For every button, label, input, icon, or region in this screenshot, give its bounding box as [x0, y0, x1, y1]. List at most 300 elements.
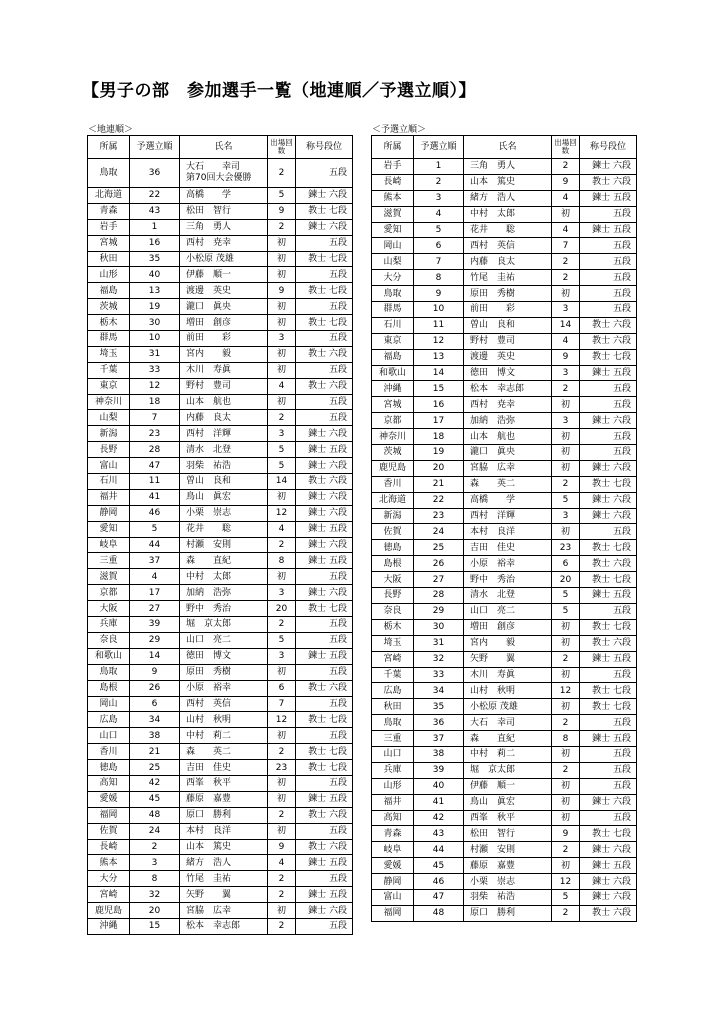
title-cell: 教士 七段 [580, 683, 637, 699]
header-count: 出場回数 [268, 136, 296, 159]
region-cell: 宮城 [88, 235, 130, 251]
right-table-caption: ＜予選立順＞ [372, 125, 427, 135]
region-cell: 福岡 [88, 807, 130, 823]
title-cell: 鍊士 五段 [580, 222, 637, 238]
table-row [372, 238, 637, 254]
name-cell: 西村 英信 [180, 696, 268, 712]
count-cell: 4 [268, 521, 296, 537]
name-cell: 西村 尭幸 [180, 235, 268, 251]
name-cell: 曽山 良和 [180, 474, 268, 490]
table-row [88, 871, 353, 887]
rank-cell: 41 [130, 489, 180, 505]
title-cell: 鍊士 五段 [296, 442, 353, 458]
count-cell: 初 [268, 664, 296, 680]
table-row [372, 222, 637, 238]
table-row [372, 715, 637, 731]
table-row [88, 744, 353, 760]
count-cell: 2 [268, 410, 296, 426]
table-header-row [372, 136, 637, 159]
region-cell: 沖縄 [372, 381, 414, 397]
region-cell: 静岡 [88, 505, 130, 521]
table-row [88, 585, 353, 601]
title-cell: 五段 [296, 410, 353, 426]
rank-cell: 34 [414, 683, 464, 699]
title-cell: 鍊士 六段 [580, 842, 637, 858]
rank-cell: 6 [130, 696, 180, 712]
title-cell: 鍊士 五段 [580, 365, 637, 381]
count-cell: 2 [552, 381, 580, 397]
region-cell: 栃木 [88, 315, 130, 331]
count-cell: 初 [552, 524, 580, 540]
title-cell: 鍊士 五段 [296, 887, 353, 903]
region-cell: 神奈川 [88, 394, 130, 410]
count-cell: 23 [552, 540, 580, 556]
count-cell: 14 [552, 317, 580, 333]
rank-cell: 14 [414, 365, 464, 381]
region-cell: 広島 [88, 712, 130, 728]
name-cell [180, 159, 268, 188]
table-row [88, 331, 353, 347]
region-cell: 兵庫 [88, 617, 130, 633]
rank-cell: 6 [414, 238, 464, 254]
count-cell: 2 [552, 270, 580, 286]
count-cell: 4 [268, 855, 296, 871]
rank-cell: 10 [130, 331, 180, 347]
name-cell: 羽柴 祐浩 [180, 458, 268, 474]
count-cell: 初 [552, 778, 580, 794]
rank-cell: 5 [130, 521, 180, 537]
title-cell: 教士 七段 [296, 601, 353, 617]
count-cell: 2 [268, 744, 296, 760]
count-cell: 2 [268, 887, 296, 903]
title-cell: 鍊士 六段 [296, 585, 353, 601]
region-cell: 三重 [88, 553, 130, 569]
name-cell: 花井 聡 [464, 222, 552, 238]
table-row [88, 775, 353, 791]
title-cell: 五段 [580, 286, 637, 302]
title-cell: 教士 七段 [580, 349, 637, 365]
table-row [372, 778, 637, 794]
region-cell: 福井 [372, 794, 414, 810]
rank-cell: 26 [414, 556, 464, 572]
table-row [88, 188, 353, 204]
table-row [88, 601, 353, 617]
count-cell: 2 [552, 254, 580, 270]
region-cell: 和歌山 [372, 365, 414, 381]
name-cell: 森 英二 [180, 744, 268, 760]
table-row [372, 667, 637, 683]
title-cell: 五段 [296, 918, 353, 934]
title-cell: 教士 六段 [296, 378, 353, 394]
count-cell: 9 [268, 203, 296, 219]
title-cell: 教士 七段 [296, 283, 353, 299]
title-cell: 教士 七段 [296, 251, 353, 267]
table-row [372, 731, 637, 747]
name-cell: 大石 幸司 [464, 715, 552, 731]
table-row [88, 442, 353, 458]
title-cell: 教士 六段 [296, 839, 353, 855]
rank-cell: 3 [414, 190, 464, 206]
rank-cell: 42 [130, 775, 180, 791]
region-cell: 山梨 [88, 410, 130, 426]
name-cell: 森 直紀 [464, 731, 552, 747]
count-cell: 2 [268, 918, 296, 934]
count-cell: 5 [268, 458, 296, 474]
title-cell: 鍊士 六段 [580, 492, 637, 508]
count-cell: 3 [268, 426, 296, 442]
title-cell: 五段 [296, 569, 353, 585]
table-row [88, 617, 353, 633]
name-cell: 三角 勇人 [180, 219, 268, 235]
table-row [372, 333, 637, 349]
rank-cell: 8 [130, 871, 180, 887]
table-row [88, 283, 353, 299]
rank-cell: 35 [130, 251, 180, 267]
region-cell: 富山 [88, 458, 130, 474]
region-cell: 山口 [88, 728, 130, 744]
table-row [372, 190, 637, 206]
rank-cell: 48 [414, 905, 464, 921]
name-cell: 小栗 崇志 [180, 505, 268, 521]
title-cell: 鍊士 五段 [580, 651, 637, 667]
rank-cell: 43 [414, 826, 464, 842]
name-cell: 吉田 佳史 [180, 760, 268, 776]
rank-cell: 40 [414, 778, 464, 794]
rank-cell: 3 [130, 855, 180, 871]
title-cell: 五段 [296, 394, 353, 410]
rank-cell: 37 [130, 553, 180, 569]
title-cell: 鍊士 六段 [296, 219, 353, 235]
region-cell: 北海道 [88, 188, 130, 204]
table-row [372, 429, 637, 445]
rank-cell: 12 [414, 333, 464, 349]
rank-cell: 11 [130, 474, 180, 490]
name-cell: 内藤 良太 [464, 254, 552, 270]
count-cell: 初 [268, 728, 296, 744]
name-cell: 山村 秋明 [464, 683, 552, 699]
name-cell: 原田 秀樹 [180, 664, 268, 680]
count-cell: 5 [268, 188, 296, 204]
count-cell: 9 [268, 283, 296, 299]
table-row [88, 346, 353, 362]
title-cell: 五段 [580, 762, 637, 778]
name-cell: 内藤 良太 [180, 410, 268, 426]
rank-cell: 35 [414, 699, 464, 715]
region-cell: 鹿児島 [372, 460, 414, 476]
region-cell: 茨城 [88, 299, 130, 315]
count-cell: 初 [268, 489, 296, 505]
table-row [88, 362, 353, 378]
rank-cell: 2 [414, 174, 464, 190]
rank-cell: 44 [130, 537, 180, 553]
rank-cell: 8 [414, 270, 464, 286]
count-cell: 2 [268, 219, 296, 235]
region-cell: 秋田 [372, 699, 414, 715]
table-row [372, 683, 637, 699]
title-cell: 教士 七段 [296, 760, 353, 776]
rank-cell: 33 [414, 667, 464, 683]
rank-cell: 27 [130, 601, 180, 617]
count-cell: 20 [268, 601, 296, 617]
count-cell: 2 [552, 476, 580, 492]
count-cell: 初 [552, 206, 580, 222]
rank-cell: 7 [130, 410, 180, 426]
name-cell: 村瀬 安則 [180, 537, 268, 553]
rank-cell: 15 [414, 381, 464, 397]
title-cell: 教士 七段 [580, 619, 637, 635]
table-row [372, 397, 637, 413]
name-cell: 加納 浩弥 [464, 413, 552, 429]
name-cell: 山本 篤史 [180, 839, 268, 855]
title-cell: 五段 [296, 331, 353, 347]
count-cell: 初 [552, 429, 580, 445]
name-cell: 渡邊 英史 [464, 349, 552, 365]
name-cell: 木川 寿眞 [464, 667, 552, 683]
rank-cell: 1 [414, 159, 464, 175]
name-cell: 瀧口 眞央 [180, 299, 268, 315]
region-cell: 埼玉 [88, 346, 130, 362]
rank-cell: 17 [130, 585, 180, 601]
title-cell: 五段 [580, 667, 637, 683]
count-cell: 6 [552, 556, 580, 572]
count-cell: 初 [268, 394, 296, 410]
rank-cell: 37 [414, 731, 464, 747]
rank-cell: 46 [414, 874, 464, 890]
region-cell: 新潟 [88, 426, 130, 442]
name-cell: 村瀬 安則 [464, 842, 552, 858]
rank-cell: 9 [130, 664, 180, 680]
region-cell: 高知 [88, 775, 130, 791]
left-table-caption: ＜地連順＞ [88, 125, 134, 135]
title-cell: 教士 七段 [580, 476, 637, 492]
left-table-body [88, 159, 353, 935]
name-cell: 矢野 翼 [180, 887, 268, 903]
count-cell: 14 [268, 474, 296, 490]
rank-cell: 15 [130, 918, 180, 934]
table-row [88, 537, 353, 553]
region-cell: 埼玉 [372, 635, 414, 651]
region-cell: 岐阜 [372, 842, 414, 858]
table-row [88, 696, 353, 712]
table-row [372, 159, 637, 175]
title-cell: 五段 [580, 302, 637, 318]
table-row [88, 632, 353, 648]
rank-cell: 4 [130, 569, 180, 585]
title-cell: 五段 [296, 871, 353, 887]
region-cell: 千葉 [88, 362, 130, 378]
count-cell: 7 [268, 696, 296, 712]
name-note: 第70回大会優勝 [186, 173, 252, 183]
region-cell: 福岡 [372, 905, 414, 921]
name-cell: 藤原 嘉豊 [464, 858, 552, 874]
table-row [88, 426, 353, 442]
table-row [372, 842, 637, 858]
count-cell: 3 [552, 302, 580, 318]
region-cell: 東京 [372, 333, 414, 349]
title-cell: 五段 [296, 299, 353, 315]
table-row [372, 254, 637, 270]
region-cell: 島根 [372, 556, 414, 572]
table-header-row [88, 136, 353, 159]
table-row [88, 299, 353, 315]
count-cell: 2 [552, 905, 580, 921]
rank-cell: 28 [130, 442, 180, 458]
rank-cell: 19 [130, 299, 180, 315]
title-cell: 鍊士 六段 [296, 188, 353, 204]
count-cell: 初 [268, 362, 296, 378]
title-cell: 教士 六段 [580, 174, 637, 190]
rank-cell: 30 [414, 619, 464, 635]
title-cell: 鍊士 五段 [296, 553, 353, 569]
right-participant-table [371, 135, 637, 922]
region-cell: 鳥取 [88, 159, 130, 188]
title-cell: 教士 六段 [580, 317, 637, 333]
rank-cell: 31 [130, 346, 180, 362]
region-cell: 大阪 [88, 601, 130, 617]
rank-cell: 47 [130, 458, 180, 474]
table-row [372, 556, 637, 572]
name-cell: 羽柴 祐浩 [464, 889, 552, 905]
table-row [372, 349, 637, 365]
table-row [88, 887, 353, 903]
region-cell: 大分 [88, 871, 130, 887]
name-cell: 宮内 毅 [464, 635, 552, 651]
region-cell: 大阪 [372, 572, 414, 588]
name-cell: 森 英二 [464, 476, 552, 492]
region-cell: 島根 [88, 680, 130, 696]
table-row [372, 889, 637, 905]
count-cell: 9 [552, 174, 580, 190]
count-cell: 初 [552, 746, 580, 762]
rank-cell: 48 [130, 807, 180, 823]
count-cell: 8 [552, 731, 580, 747]
region-cell: 鹿児島 [88, 903, 130, 919]
region-cell: 岐阜 [88, 537, 130, 553]
rank-cell: 13 [130, 283, 180, 299]
region-cell: 沖縄 [88, 918, 130, 934]
region-cell: 山形 [88, 267, 130, 283]
region-cell: 石川 [372, 317, 414, 333]
rank-cell: 23 [414, 508, 464, 524]
title-cell: 鍊士 六段 [296, 426, 353, 442]
table-row [372, 317, 637, 333]
title-cell: 鍊士 五段 [296, 855, 353, 871]
rank-cell: 29 [130, 632, 180, 648]
table-row [372, 302, 637, 318]
name-cell: 緒方 浩人 [464, 190, 552, 206]
region-cell: 鳥取 [88, 664, 130, 680]
count-cell: 3 [552, 413, 580, 429]
table-row [372, 206, 637, 222]
rank-cell: 26 [130, 680, 180, 696]
name-cell: 西村 尭幸 [464, 397, 552, 413]
count-cell: 9 [552, 349, 580, 365]
rank-cell: 33 [130, 362, 180, 378]
region-cell: 奈良 [88, 632, 130, 648]
title-cell: 教士 六段 [580, 635, 637, 651]
count-cell: 9 [268, 839, 296, 855]
region-cell: 徳島 [88, 760, 130, 776]
rank-cell: 11 [414, 317, 464, 333]
name-cell: 小栗 崇志 [464, 874, 552, 890]
region-cell: 大分 [372, 270, 414, 286]
name-cell: 藤原 嘉豊 [180, 791, 268, 807]
table-row [88, 648, 353, 664]
table-row [372, 508, 637, 524]
right-table-body [372, 159, 637, 922]
rank-cell: 36 [414, 715, 464, 731]
region-cell: 静岡 [372, 874, 414, 890]
name-cell: 小松原 茂雄 [464, 699, 552, 715]
region-cell: 青森 [372, 826, 414, 842]
region-cell: 三重 [372, 731, 414, 747]
title-cell: 五段 [296, 235, 353, 251]
header-region: 所属 [88, 136, 130, 159]
name-cell: 鳥山 眞宏 [180, 489, 268, 505]
table-row [372, 524, 637, 540]
table-row [88, 823, 353, 839]
title-cell: 教士 七段 [296, 203, 353, 219]
rank-cell: 20 [414, 460, 464, 476]
count-cell: 初 [268, 775, 296, 791]
table-row [88, 315, 353, 331]
rank-cell: 29 [414, 603, 464, 619]
count-cell: 4 [552, 222, 580, 238]
title-cell: 鍊士 六段 [580, 874, 637, 890]
rank-cell: 24 [414, 524, 464, 540]
title-cell: 鍊士 五段 [580, 858, 637, 874]
title-cell: 鍊士 五段 [580, 588, 637, 604]
rank-cell: 24 [130, 823, 180, 839]
table-row [372, 810, 637, 826]
header-title: 称号段位 [580, 136, 637, 159]
region-cell: 鳥取 [372, 286, 414, 302]
name-text: 大石 幸司 [186, 162, 241, 172]
title-cell: 教士 七段 [296, 744, 353, 760]
header-region: 所属 [372, 136, 414, 159]
name-cell: 加納 浩弥 [180, 585, 268, 601]
region-cell: 佐賀 [88, 823, 130, 839]
region-cell: 熊本 [88, 855, 130, 871]
table-row [372, 460, 637, 476]
title-cell: 教士 七段 [580, 540, 637, 556]
table-row [88, 235, 353, 251]
table-row [372, 699, 637, 715]
title-cell: 五段 [296, 632, 353, 648]
title-cell: 鍊士 六段 [296, 458, 353, 474]
name-cell: 宮内 毅 [180, 346, 268, 362]
title-cell: 教士 七段 [580, 826, 637, 842]
rank-cell: 22 [130, 188, 180, 204]
title-cell: 教士 七段 [580, 572, 637, 588]
rank-cell: 39 [414, 762, 464, 778]
count-cell: 12 [552, 874, 580, 890]
table-row [372, 476, 637, 492]
title-cell: 五段 [580, 715, 637, 731]
header-rank: 予選立順 [130, 136, 180, 159]
rank-cell: 30 [130, 315, 180, 331]
count-cell: 3 [268, 648, 296, 664]
name-cell: 伊藤 順一 [180, 267, 268, 283]
title-cell: 五段 [580, 445, 637, 461]
count-cell: 5 [268, 632, 296, 648]
table-row [88, 728, 353, 744]
rank-cell: 19 [414, 445, 464, 461]
count-cell: 初 [268, 569, 296, 585]
title-cell: 五段 [580, 524, 637, 540]
title-cell: 教士 七段 [296, 712, 353, 728]
rank-cell: 13 [414, 349, 464, 365]
